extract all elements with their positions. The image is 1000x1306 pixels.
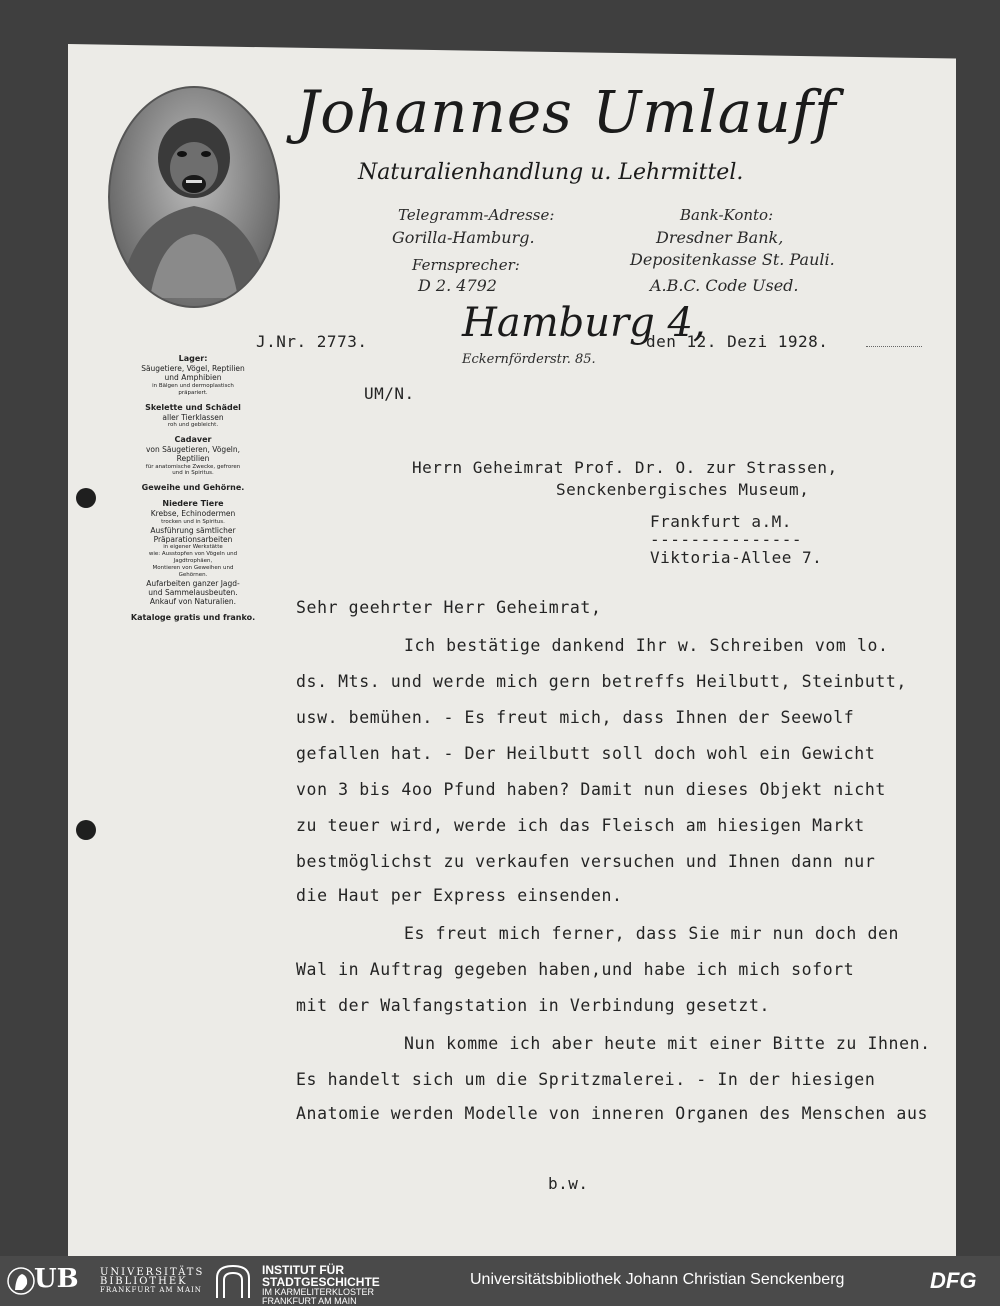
sidebar-line: Kataloge gratis und franko. bbox=[130, 612, 256, 622]
sidebar-line: Säugetiere, Vögel, Reptilien bbox=[141, 364, 245, 373]
sidebar-line: und Amphibien bbox=[164, 373, 222, 383]
library-caption: Universitätsbibliothek Johann Christian Senckenberg bbox=[470, 1271, 845, 1288]
street-address: Eckernförderstr. 85. bbox=[462, 352, 596, 367]
punch-hole-top bbox=[76, 488, 96, 508]
telegram-value: Gorilla-Hamburg. bbox=[392, 228, 535, 247]
bank-label: Bank-Konto: bbox=[680, 206, 774, 224]
ub-logo-text bbox=[100, 1268, 204, 1295]
company-name: Johannes Umlauff bbox=[296, 78, 837, 146]
sidebar-line: Gehörnen. bbox=[178, 571, 208, 578]
recipient-line-3: Frankfurt a.M. bbox=[650, 512, 792, 531]
sidebar-line: Krebse, Echinodermen bbox=[150, 509, 236, 519]
ist-line-1: INSTITUT FÜR bbox=[262, 1263, 344, 1277]
sidebar-line: Cadaver bbox=[174, 434, 212, 444]
footer-bar bbox=[0, 1256, 1000, 1306]
sidebar-line: und Sammelausbeuten. bbox=[148, 588, 238, 597]
sidebar-line: Reptilien bbox=[176, 454, 210, 464]
sidebar-line: aller Tierklassen bbox=[162, 412, 224, 422]
sidebar-line: in eigener Werkstätte bbox=[163, 544, 223, 551]
date-dotted-line bbox=[866, 346, 922, 347]
body-line-8: die Haut per Express einsenden. bbox=[296, 886, 623, 905]
turn-over-mark: b.w. bbox=[548, 1174, 589, 1193]
reference-number: J.Nr. 2773. bbox=[256, 332, 368, 351]
ist-line-3: IM KARMELITERKLOSTER bbox=[262, 1287, 375, 1297]
company-subtitle: Naturalienhandlung u. Lehrmittel. bbox=[358, 160, 744, 185]
body-line-3: usw. bemühen. - Es freut mich, dass Ihnen der Seewolf bbox=[296, 708, 855, 727]
sidebar-line: Niedere Tiere bbox=[162, 499, 224, 509]
bank-branch: Depositenkasse St. Pauli. bbox=[630, 250, 835, 269]
sidebar-line: roh und gebleicht. bbox=[167, 421, 219, 428]
body-line-11: mit der Walfangstation in Verbindung gesetzt. bbox=[296, 996, 771, 1015]
body-line-13: Es handelt sich um die Spritzmalerei. - In der hiesigen bbox=[296, 1070, 876, 1089]
phone-value: D 2. 4792 bbox=[418, 276, 497, 295]
sidebar-line: für anatomische Zwecke, gefroren bbox=[145, 463, 241, 470]
recipient-line-2: Senckenbergisches Museum, bbox=[556, 480, 810, 499]
body-line-12: Nun komme ich aber heute mit einer Bitte zu Ihnen. bbox=[404, 1034, 931, 1053]
sidebar-line: Ausführung sämtlicher bbox=[150, 525, 236, 535]
ub-logo-mark: UB bbox=[34, 1264, 79, 1294]
ub-line-2: BIBLIOTHEK bbox=[100, 1276, 188, 1287]
telegram-label: Telegramm-Adresse: bbox=[398, 206, 555, 224]
sidebar-services bbox=[110, 348, 276, 623]
gorilla-portrait bbox=[108, 86, 280, 308]
body-line-2: ds. Mts. und werde mich gern betreffs Heilbutt, Steinbutt, bbox=[296, 672, 907, 691]
salutation: Sehr geehrter Herr Geheimrat, bbox=[296, 598, 602, 617]
ist-line-2: STADTGESCHICHTE bbox=[262, 1275, 380, 1289]
sidebar-line: präpariert. bbox=[178, 389, 208, 396]
sidebar-line: in Bälgen und dermoplastisch bbox=[152, 382, 234, 389]
ub-line-1: UNIVERSITÄTS bbox=[100, 1267, 205, 1278]
sidebar-line: wie: Ausstopfen von Vögeln und bbox=[148, 551, 238, 558]
body-line-9: Es freut mich ferner, dass Sie mir nun doch den bbox=[404, 924, 900, 943]
sidebar-line: Präparationsarbeiten bbox=[153, 534, 233, 544]
goethe-portrait-icon bbox=[6, 1266, 36, 1296]
body-line-6: zu teuer wird, werde ich das Fleisch am hiesigen Markt bbox=[296, 816, 865, 835]
body-line-10: Wal in Auftrag gegeben haben,und habe ich mich sofort bbox=[296, 960, 855, 979]
sidebar-line: Montieren von Geweihen und bbox=[152, 564, 234, 571]
body-line-1: Ich bestätige dankend Ihr w. Schreiben vom lo. bbox=[404, 636, 889, 655]
sidebar-line: Jagdtrophäen, bbox=[173, 558, 213, 564]
sidebar-line: Geweihe und Gehörne. bbox=[141, 483, 245, 493]
initials: UM/N. bbox=[364, 384, 415, 403]
body-line-5: von 3 bis 4oo Pfund haben? Damit nun dieses Objekt nicht bbox=[296, 780, 886, 799]
body-line-7: bestmöglichst zu verkaufen versuchen und Ihnen dann nur bbox=[296, 852, 876, 871]
ist-line-4: FRANKFURT AM MAIN bbox=[262, 1296, 357, 1306]
body-line-14: Anatomie werden Modelle von inneren Organen des Menschen aus bbox=[296, 1104, 929, 1123]
body-line-4: gefallen hat. - Der Heilbutt soll doch wohl ein Gewicht bbox=[296, 744, 876, 763]
ub-line-3: FRANKFURT AM MAIN bbox=[100, 1286, 202, 1294]
letter-date: den 12. Dezi 1928. bbox=[646, 332, 829, 351]
phone-label: Fernsprecher: bbox=[412, 256, 520, 274]
abc-code: A.B.C. Code Used. bbox=[650, 276, 799, 295]
city-name: Hamburg 4, bbox=[462, 300, 706, 346]
institute-logo-text bbox=[262, 1264, 380, 1306]
institute-arch-icon bbox=[214, 1264, 252, 1298]
sidebar-line: Lager: bbox=[178, 354, 208, 363]
sidebar-line: und in Spiritus. bbox=[172, 470, 214, 477]
recipient-underline: --------------- bbox=[650, 530, 802, 549]
recipient-line-4: Viktoria-Allee 7. bbox=[650, 548, 823, 567]
recipient-line-1: Herrn Geheimrat Prof. Dr. O. zur Strassen, bbox=[412, 458, 838, 477]
sidebar-line: von Säugetieren, Vögeln, bbox=[145, 444, 241, 454]
sidebar-line: Skelette und Schädel bbox=[145, 402, 241, 412]
punch-hole-bottom bbox=[76, 820, 96, 840]
dfg-logo: DFG bbox=[930, 1268, 977, 1293]
sidebar-line: Aufarbeiten ganzer Jagd- bbox=[146, 578, 240, 588]
sidebar-line: Ankauf von Naturalien. bbox=[149, 597, 237, 607]
bank-value: Dresdner Bank, bbox=[656, 228, 784, 247]
sidebar-line: trocken und in Spiritus. bbox=[161, 518, 225, 525]
